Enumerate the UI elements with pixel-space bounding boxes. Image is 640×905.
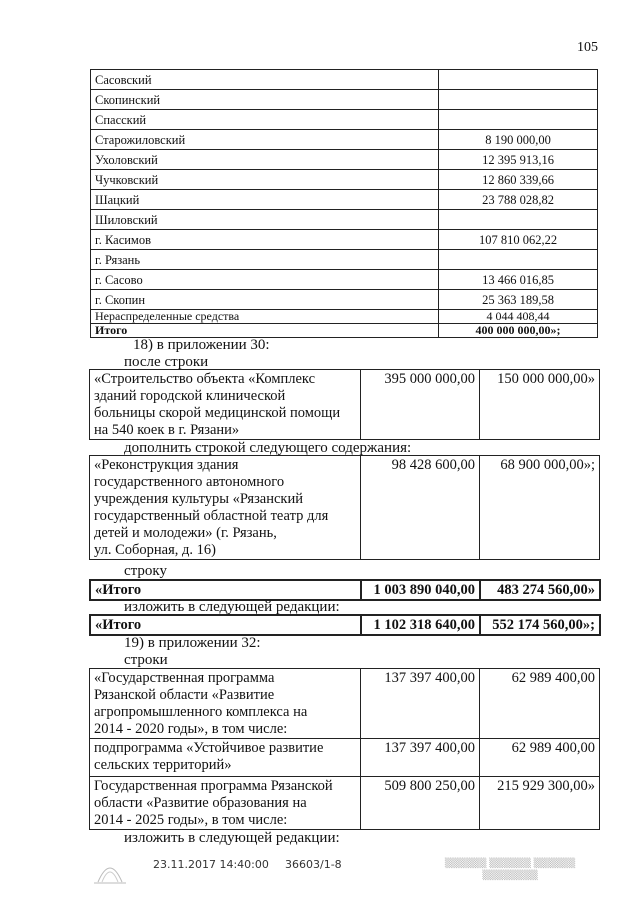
district-amount: 25 363 189,58 [439, 290, 598, 310]
table-row [91, 130, 598, 150]
append-row-text: дополнить строкой следующего содержания: [124, 440, 412, 456]
district-amount: 12 860 339,66 [439, 170, 598, 190]
item-18-heading: 18) в приложении 30: [133, 337, 270, 353]
district-amount: 107 810 062,22 [439, 230, 598, 250]
hospital-value-1: 395 000 000,00 [361, 370, 480, 440]
hospital-line: зданий городской клинической [94, 388, 286, 404]
hospital-value-2: 150 000 000,00» [480, 370, 600, 440]
table-row-total-new [89, 614, 601, 636]
programs-table [89, 668, 600, 830]
program-value-2: 215 929 300,00» [480, 777, 600, 830]
total-new-value-1: 1 102 318 640,00 [361, 615, 480, 635]
program-line: области «Развитие образования на [94, 795, 307, 811]
district-name: Итого [91, 324, 439, 338]
table-row [90, 777, 600, 830]
district-name: Нераспределенные средства [91, 310, 439, 324]
program-line: «Государственная программа [94, 670, 275, 686]
district-allocation-table [90, 69, 598, 338]
district-amount [439, 90, 598, 110]
district-name: Шацкий [91, 190, 439, 210]
program-description [90, 739, 361, 777]
theatre-value-1: 98 428 600,00 [361, 456, 480, 560]
district-amount: 8 190 000,00 [439, 130, 598, 150]
program-line: 2014 - 2020 годы», в том числе: [94, 721, 288, 737]
district-name: Чучковский [91, 170, 439, 190]
theatre-value-2: 68 900 000,00»; [480, 456, 600, 560]
total-old-value-1: 1 003 890 040,00 [361, 580, 480, 600]
district-name: г. Скопин [91, 290, 439, 310]
theatre-line: государственного автономного [94, 474, 285, 490]
district-amount: 13 466 016,85 [439, 270, 598, 290]
district-name: Старожиловский [91, 130, 439, 150]
theatre-line: государственный областной театр для [94, 508, 329, 524]
theatre-description [90, 456, 361, 560]
district-amount [439, 210, 598, 230]
table-row [91, 270, 598, 290]
district-amount [439, 250, 598, 270]
district-amount: 12 395 913,16 [439, 150, 598, 170]
district-name: г. Сасово [91, 270, 439, 290]
table-row [91, 230, 598, 250]
program-value-1: 137 397 400,00 [361, 739, 480, 777]
program-description [90, 669, 361, 739]
footer-datetime: 23.11.2017 14:40:00 [153, 858, 269, 871]
hospital-description [90, 370, 361, 440]
program-value-2: 62 989 400,00 [480, 739, 600, 777]
program-line: Рязанской области «Развитие [94, 687, 275, 703]
district-amount: 400 000 000,00»; [439, 324, 598, 338]
district-amount [439, 110, 598, 130]
logo-stamp-icon [90, 852, 130, 886]
district-name: г. Касимов [91, 230, 439, 250]
program-line: сельских территорий» [94, 757, 232, 773]
row-word: строку [124, 563, 167, 579]
hospital-line: на 540 коек в г. Рязани» [94, 422, 240, 438]
total-old-value-2: 483 274 560,00» [480, 580, 600, 600]
table-row [90, 669, 600, 739]
district-name: г. Рязань [91, 250, 439, 270]
after-row-text: после строки [124, 354, 209, 370]
footer-doc-id: 36603/1-8 [285, 858, 342, 871]
table-row [91, 210, 598, 230]
hospital-line: больницы скорой медицинской помощи [94, 405, 341, 421]
table-row [91, 310, 598, 324]
table-row [91, 190, 598, 210]
program-line: 2014 - 2025 годы», в том числе: [94, 812, 288, 828]
district-name: Спасский [91, 110, 439, 130]
item-19-heading: 19) в приложении 32: [124, 635, 261, 651]
total-new-label: «Итого [90, 615, 361, 635]
page-number: 105 [577, 40, 598, 55]
program-description [90, 777, 361, 830]
district-name: Сасовский [91, 70, 439, 90]
table-row [91, 170, 598, 190]
rows-word: строки [124, 652, 168, 668]
program-line: Государственная программа Рязанской [94, 778, 333, 794]
table-row [91, 250, 598, 270]
program-value-1: 137 397 400,00 [361, 669, 480, 739]
district-amount: 23 788 028,82 [439, 190, 598, 210]
program-line: агропромышленного комплекса на [94, 704, 308, 720]
theatre-line: детей и молодежи» (г. Рязань, [94, 525, 277, 541]
table-row [91, 290, 598, 310]
district-name: Ухоловский [91, 150, 439, 170]
table-row [91, 90, 598, 110]
district-amount [439, 70, 598, 90]
total-old-label: «Итого [90, 580, 361, 600]
faint-watermark: ▒▒▒▒▒▒ ▒▒▒▒▒▒ ▒▒▒▒▒▒ ▒▒▒▒▒▒▒▒ [444, 859, 576, 881]
table-row [90, 739, 600, 777]
district-name: Скопинский [91, 90, 439, 110]
theatre-line: ул. Соборная, д. 16) [94, 542, 216, 558]
table-row [91, 110, 598, 130]
district-amount: 4 044 408,44 [439, 310, 598, 324]
restate-text: изложить в следующей редакции: [124, 599, 340, 615]
hospital-line: «Строительство объекта «Комплекс [94, 371, 316, 387]
theatre-line: «Реконструкция здания [94, 457, 239, 473]
total-new-value-2: 552 174 560,00»; [480, 615, 600, 635]
theatre-line: учреждения культуры «Рязанский [94, 491, 303, 507]
table-row [91, 70, 598, 90]
program-value-2: 62 989 400,00 [480, 669, 600, 739]
table-row [91, 150, 598, 170]
program-value-1: 509 800 250,00 [361, 777, 480, 830]
table-row-theatre [89, 455, 600, 560]
table-row-hospital [89, 369, 600, 440]
program-line: подпрограмма «Устойчивое развитие [94, 740, 324, 756]
district-name: Шиловский [91, 210, 439, 230]
restate-text-2: изложить в следующей редакции: [124, 830, 340, 846]
